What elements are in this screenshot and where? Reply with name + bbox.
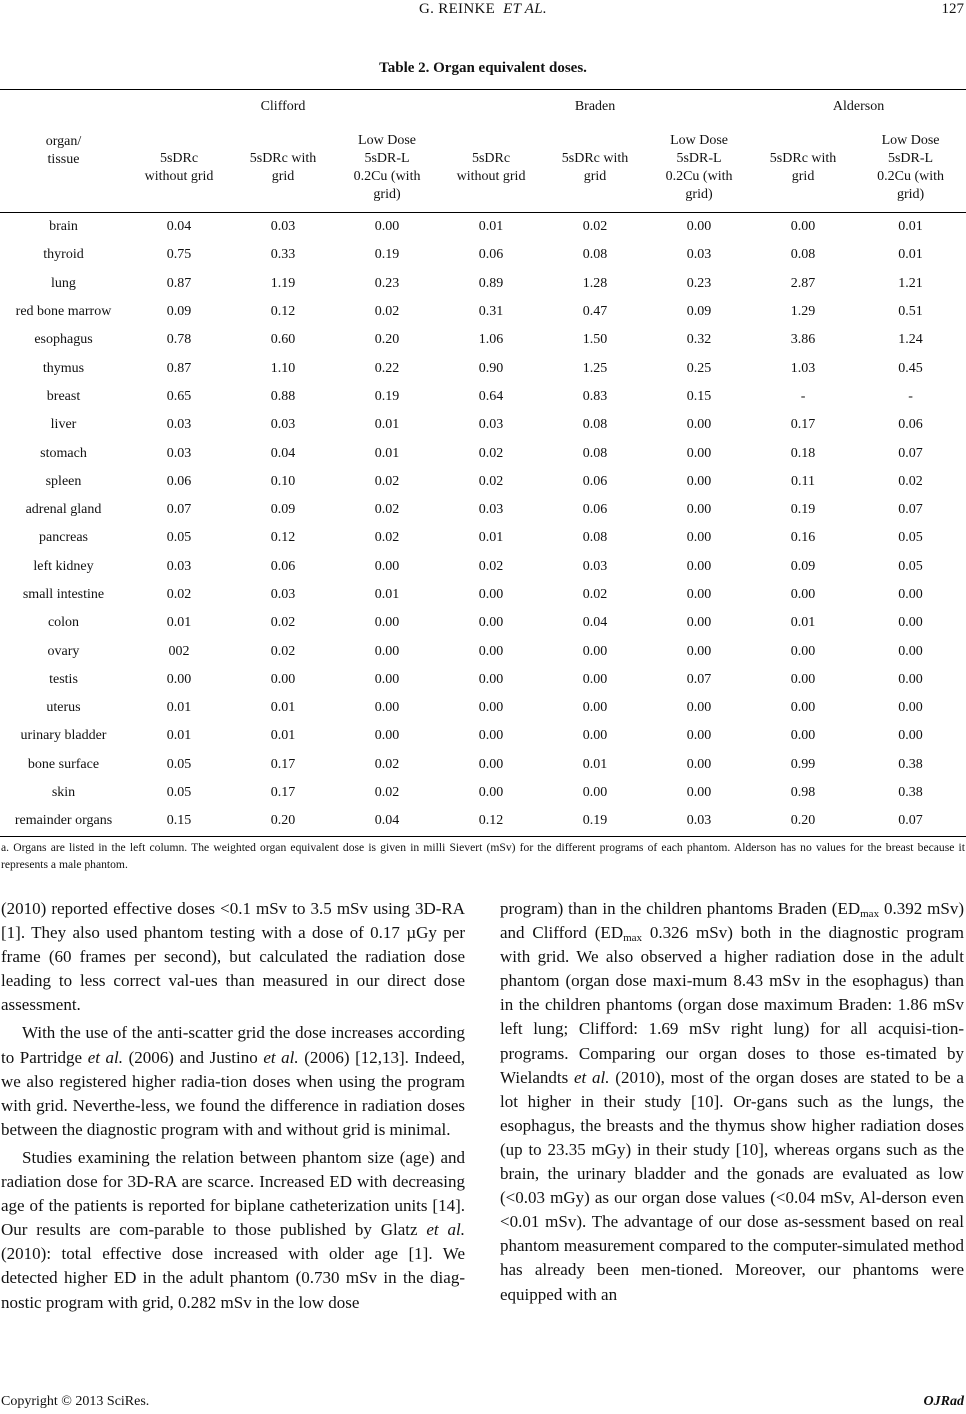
dose-value-cell: 0.05	[166, 785, 192, 801]
dose-value-cell: 0.00	[374, 700, 400, 716]
dose-value-cell: 0.00	[478, 728, 504, 744]
dose-value-cell: 0.00	[898, 728, 923, 744]
dose-value-cell: 1.21	[898, 275, 923, 291]
table-caption: Table 2. Organ equivalent doses.	[379, 60, 587, 76]
dose-value-cell: 0.00	[582, 728, 608, 744]
dose-value-cell: 0.98	[790, 785, 816, 801]
dose-value-cell: 0.87	[166, 360, 192, 376]
table-row	[0, 553, 966, 581]
table-row	[0, 524, 966, 552]
dose-value-cell: 0.00	[478, 587, 504, 602]
table-row	[0, 298, 966, 326]
dose-value-cell: 0.01	[166, 728, 192, 744]
dose-value-cell: 0.06	[270, 558, 296, 574]
dose-value-cell: 0.01	[478, 530, 504, 546]
dose-value-cell: 0.06	[898, 417, 923, 433]
organ-name-cell: colon	[47, 615, 80, 631]
dose-value-cell: 0.89	[478, 275, 504, 291]
dose-value-cell: 0.02	[374, 473, 400, 489]
dose-value-cell: 0.19	[543, 807, 647, 836]
body-column-left	[1, 897, 465, 1315]
row-header-label: organ/ tissue	[45, 134, 82, 167]
organ-name-cell: ovary	[47, 643, 80, 659]
dose-value-cell: 0.03	[166, 445, 192, 461]
dose-value-cell: 0.01	[270, 728, 296, 744]
dose-value-cell: 0.06	[478, 247, 504, 263]
dose-value-cell: 0.23	[686, 275, 712, 291]
dose-value-cell: 0.00	[374, 643, 400, 659]
dose-value-cell: 0.04	[582, 615, 608, 631]
dose-value-cell: 0.02	[898, 473, 923, 489]
dose-value-cell: 0.09	[686, 304, 712, 320]
dose-value-cell: 0.17	[790, 417, 816, 433]
table-row	[0, 751, 966, 779]
column-header: Low Dose 5sDR-L 0.2Cu (with grid)	[335, 123, 439, 213]
dose-value-cell: 0.00	[686, 700, 712, 716]
dose-value-cell: 0.00	[686, 417, 712, 433]
dose-value-cell: 0.02	[374, 304, 400, 320]
dose-value-cell: 0.02	[582, 587, 608, 602]
dose-value-cell: 0.01	[898, 247, 923, 263]
dose-value-cell: 0.00	[686, 785, 712, 801]
paragraph-3: Studies examining the relation between phantom size (age) and radiation dose for 3D-RA are scarce. Increased ED with decreasing age of the patients is reported for biplane catheterization units [14]. Our results are com-parable to those published by Glatz et al. (2010): total effective dose increased with older age [1]. We detected higher ED in the adult phantom (0.730 mSv in the diag-nostic program with grid, 0.282 mSv in the low dose	[1, 1147, 465, 1312]
dose-value-cell: 0.75	[166, 247, 192, 263]
dose-value-cell: 0.08	[790, 247, 816, 263]
dose-value-cell: 002	[168, 643, 190, 659]
dose-value-cell: 0.19	[374, 388, 400, 404]
table-row	[0, 581, 966, 609]
dose-value-cell: 0.11	[791, 473, 816, 489]
dose-value-cell: 0.19	[374, 247, 400, 263]
dose-value-cell: 0.15	[686, 388, 712, 404]
dose-value-cell: 0.00	[582, 700, 608, 716]
dose-value-cell: 0.60	[270, 332, 296, 348]
dose-value-cell: 0.03	[582, 558, 608, 574]
column-header: Low Dose 5sDR-L 0.2Cu (with grid)	[647, 123, 751, 213]
dose-value-cell: 0.01	[374, 445, 400, 461]
dose-value-cell: 0.12	[439, 807, 543, 836]
dose-value-cell: 0.03	[686, 247, 712, 263]
dose-value-cell: 0.17	[270, 785, 296, 801]
dose-value-cell: 0.05	[898, 558, 923, 574]
running-title	[0, 1, 966, 18]
table-row	[0, 270, 966, 298]
journal-name: OJRad	[923, 1394, 964, 1409]
dose-value-cell: 0.83	[582, 388, 608, 404]
organ-name-cell: adrenal gland	[25, 502, 102, 518]
dose-value-cell: 1.24	[898, 332, 923, 348]
dose-value-cell: 1.19	[270, 275, 296, 291]
organ-name-cell: thymus	[42, 360, 85, 376]
organ-name-cell: bone surface	[27, 756, 100, 772]
dose-value-cell: 0.01	[374, 587, 400, 602]
dose-value-cell: 0.00	[790, 219, 816, 235]
organ-name-cell: urinary bladder	[20, 728, 107, 744]
dose-value-cell: 0.00	[898, 643, 923, 659]
page-footer	[0, 1394, 966, 1414]
dose-value-cell: 0.09	[790, 558, 816, 574]
paragraph-2: With the use of the anti-scatter grid the dose increases according to Partridge et al. (2006) and Justino et al. (2006) [12,13]. Indeed, we also registered higher radia-tion doses when using the program with grid. Neverthe-less, we found the difference in radiation doses between the diagnostic program with and without grid is minimal.	[1, 1023, 465, 1139]
dose-value-cell: 0.15	[127, 807, 231, 836]
dose-value-cell: 0.00	[790, 643, 816, 659]
dose-value-cell: 0.00	[374, 558, 400, 574]
dose-value-cell: 0.09	[166, 304, 192, 320]
column-header: 5sDRc without grid	[439, 123, 543, 213]
dose-value-cell: 0.01	[582, 756, 608, 772]
dose-value-cell: 0.00	[374, 671, 400, 687]
dose-value-cell: 0.02	[374, 502, 400, 518]
organ-dose-table	[0, 89, 966, 837]
dose-value-cell: -	[908, 388, 913, 404]
dose-value-cell: 0.00	[582, 643, 608, 659]
dose-value-cell: 0.01	[790, 615, 816, 631]
dose-value-cell: 0.51	[898, 304, 923, 320]
dose-value-cell: 0.03	[478, 502, 504, 518]
dose-value-cell: 0.02	[478, 558, 504, 574]
dose-value-cell: 0.00	[686, 502, 712, 518]
dose-value-cell: 0.31	[478, 304, 504, 320]
dose-value-cell: 0.01	[166, 700, 192, 716]
organ-name-cell: liver	[50, 417, 77, 433]
dose-value-cell: 1.25	[582, 360, 608, 376]
dose-value-cell: 0.01	[478, 219, 504, 235]
organ-name-cell: thyroid	[43, 247, 84, 263]
column-header: 5sDRc with grid	[231, 123, 335, 213]
table-row	[0, 439, 966, 467]
dose-value-cell: 1.28	[582, 275, 608, 291]
table-row	[0, 694, 966, 722]
dose-value-cell: 0.47	[582, 304, 608, 320]
dose-value-cell: 0.00	[686, 615, 712, 631]
dose-value-cell: 0.23	[374, 275, 400, 291]
dose-value-cell: 0.02	[478, 473, 504, 489]
dose-value-cell: 0.32	[686, 332, 712, 348]
dose-value-cell: 0.03	[478, 417, 504, 433]
table-row	[0, 779, 966, 807]
organ-name-cell: uterus	[46, 700, 81, 716]
dose-value-cell: 2.87	[790, 275, 816, 291]
dose-value-cell: 0.08	[582, 530, 608, 546]
dose-value-cell: 0.07	[686, 671, 712, 687]
dose-value-cell: 0.02	[374, 785, 400, 801]
dose-value-cell: 0.87	[166, 275, 192, 291]
copyright-notice: Copyright © 2013 SciRes.	[1, 1394, 150, 1409]
dose-value-cell: 0.03	[270, 417, 296, 433]
dose-value-cell: 0.00	[478, 700, 504, 716]
dose-value-cell: 1.10	[270, 360, 296, 376]
table-row	[0, 609, 966, 637]
dose-value-cell: 1.29	[790, 304, 816, 320]
dose-value-cell: 0.04	[166, 219, 192, 235]
dose-value-cell: 0.08	[582, 417, 608, 433]
dose-value-cell: 0.06	[582, 502, 608, 518]
organ-name-cell: brain	[49, 219, 78, 235]
group-header-braden: Braden	[439, 90, 751, 124]
dose-value-cell: 0.00	[686, 473, 712, 489]
dose-value-cell: 0.45	[898, 360, 923, 376]
dose-value-cell: 1.50	[582, 332, 608, 348]
dose-value-cell: 0.00	[374, 219, 400, 235]
dose-value-cell: 0.00	[898, 615, 923, 631]
dose-value-cell: 0.08	[582, 445, 608, 461]
dose-value-cell: 0.65	[166, 388, 192, 404]
dose-value-cell: 0.03	[270, 219, 296, 235]
paragraph-1: (2010) reported effective doses <0.1 mSv to 3.5 mSv using 3D-RA [1]. They also used phantom testing with a dose of 0.17 µGy per frame (60 frames per second), but calculated the radiation dose leading to less correct val-ues than measured in our direct dose assessment.	[1, 899, 465, 1015]
table-row	[0, 468, 966, 496]
table-row	[0, 326, 966, 354]
dose-value-cell: 0.06	[166, 473, 192, 489]
dose-value-cell: 0.02	[270, 615, 296, 631]
dose-value-cell: 0.00	[582, 671, 608, 687]
dose-value-cell: 0.18	[790, 445, 816, 461]
table-row	[0, 213, 966, 242]
header-authors: G. REINKE	[419, 1, 496, 17]
dose-value-cell: 0.16	[790, 530, 816, 546]
dose-value-cell: 0.02	[374, 756, 400, 772]
dose-value-cell: 0.00	[478, 756, 504, 772]
dose-value-cell: 0.88	[270, 388, 296, 404]
header-et-al: ET AL.	[503, 1, 547, 17]
dose-value-cell: 0.90	[478, 360, 504, 376]
dose-value-cell: 0.00	[790, 671, 816, 687]
paragraph-4: program) than in the children phantoms Braden ($ED_{max}$ 0.392 mSv) and Clifford ($ED_{max}$ 0.326 mSv) both in the diagnostic program with grid. We also observed a higher radiation dose in the adult phantom (organ dose maxi-mum 8.43 mSv in the esophagus) than in the children phantoms (organ dose maximum Braden: 1.86 mSv left lung; Clifford: 1.69 mSv right lung) for all acquisi-tion-programs. Comparing our organ doses to those es-timated by Wielandts et al. (2010), most of the organ doses are stated to be a lot higher in their study [10]. Or-gans such as the lungs, the esophagus, the breasts and the thymus show higher radiation doses (up to 23.35 mGy) in their study [10], whereas organs such as the brain, the urinary bladder and the gonads are evaluated as low (<0.03 mGy) as our organ dose values (<0.04 mSv, Al-derson even <0.01 mSv). The advantage of our dose as-sessment based on real phantom measurement compared to the computer-simulated method has already been men-tioned. Moreover, our phantoms were equipped with an	[500, 899, 964, 1304]
dose-value-cell: 0.25	[686, 360, 712, 376]
dose-value-cell: 0.20	[231, 807, 335, 836]
dose-value-cell: 0.00	[686, 445, 712, 461]
dose-value-cell: 0.08	[582, 247, 608, 263]
group-header-alderson: Alderson	[751, 90, 966, 124]
dose-value-cell: 0.01	[270, 700, 296, 716]
dose-value-cell: 0.00	[898, 671, 923, 687]
organ-name-cell: esophagus	[34, 332, 93, 348]
dose-value-cell: 0.78	[166, 332, 192, 348]
dose-value-cell: 0.00	[166, 671, 192, 687]
dose-value-cell: 0.38	[898, 756, 923, 772]
dose-value-cell: 0.12	[270, 530, 296, 546]
organ-name-cell: lung	[51, 275, 76, 291]
dose-value-cell: 0.00	[790, 728, 816, 744]
dose-value-cell: 0.00	[790, 587, 816, 602]
table-row	[0, 666, 966, 694]
dose-value-cell: 3.86	[790, 332, 816, 348]
dose-value-cell: 0.09	[270, 502, 296, 518]
dose-value-cell: 0.07	[166, 502, 192, 518]
dose-value-cell: 0.00	[374, 615, 400, 631]
dose-value-cell: 0.04	[270, 445, 296, 461]
dose-value-cell: 0.00	[686, 558, 712, 574]
dose-value-cell: 0.22	[374, 360, 400, 376]
dose-value-cell: 0.64	[478, 388, 504, 404]
dose-value-cell: 0.00	[686, 728, 712, 744]
dose-value-cell: 0.07	[898, 502, 923, 518]
dose-value-cell: 0.06	[582, 473, 608, 489]
organ-name-cell: spleen	[45, 473, 82, 489]
dose-value-cell: 1.06	[478, 332, 504, 348]
dose-value-cell: 0.02	[270, 643, 296, 659]
dose-value-cell: -	[800, 388, 806, 404]
organ-name-cell: left kidney	[33, 558, 94, 574]
dose-value-cell: 0.10	[270, 473, 296, 489]
dose-value-cell: 0.00	[478, 643, 504, 659]
column-header: 5sDRc without grid	[127, 123, 231, 213]
table-row	[0, 241, 966, 269]
dose-value-cell: 0.99	[790, 756, 816, 772]
organ-name-cell: stomach	[40, 445, 87, 461]
dose-value-cell: 0.07	[855, 807, 966, 836]
dose-value-cell: 0.00	[686, 643, 712, 659]
dose-value-cell: 0.07	[898, 445, 923, 461]
dose-value-cell: 0.17	[270, 756, 296, 772]
running-header	[0, 0, 966, 22]
table-row	[0, 383, 966, 411]
dose-value-cell: 0.02	[374, 530, 400, 546]
table-footnote: a. Organs are listed in the left column. The weighted organ equivalent dose is given in milli Sievert (mSv) for the different programs of each phantom. Alderson has no values for the breast because it represents a male phantom.	[1, 841, 965, 871]
dose-value-cell: 0.02	[478, 445, 504, 461]
dose-value-cell: 0.00	[898, 587, 923, 602]
dose-value-cell: 0.12	[270, 304, 296, 320]
body-column-right	[500, 897, 964, 1307]
dose-value-cell: 0.00	[898, 700, 923, 716]
dose-value-cell: 0.03	[166, 417, 192, 433]
organ-name-cell: testis	[49, 671, 78, 687]
dose-value-cell: 0.05	[166, 530, 192, 546]
table-row	[0, 807, 966, 836]
column-header: 5sDRc with grid	[543, 123, 647, 213]
table-row	[0, 496, 966, 524]
group-header-clifford: Clifford	[127, 90, 439, 124]
dose-value-cell: 0.20	[751, 807, 855, 836]
page-number: 127	[941, 1, 964, 17]
dose-value-cell: 0.38	[898, 785, 923, 801]
organ-name-cell: skin	[51, 785, 76, 801]
row-header	[0, 90, 127, 213]
dose-value-cell: 0.01	[166, 615, 192, 631]
dose-value-cell: 0.04	[335, 807, 439, 836]
dose-value-cell: 0.00	[478, 671, 504, 687]
dose-value-cell: 0.00	[686, 756, 712, 772]
table-row	[0, 722, 966, 750]
dose-value-cell: 0.03	[647, 807, 751, 836]
dose-value-cell: 0.20	[374, 332, 400, 348]
dose-value-cell: 0.01	[898, 219, 923, 235]
dose-value-cell: 0.05	[166, 756, 192, 772]
dose-value-cell: 0.02	[166, 587, 192, 602]
dose-value-cell: 0.00	[790, 700, 816, 716]
dose-value-cell: 0.03	[270, 587, 296, 602]
dose-value-cell: 0.03	[166, 558, 192, 574]
dose-value-cell: 0.00	[686, 530, 712, 546]
dose-value-cell: 0.00	[374, 728, 400, 744]
dose-value-cell: 0.00	[686, 219, 712, 235]
organ-name-cell: remainder organs	[0, 807, 127, 836]
dose-value-cell: 0.19	[790, 502, 816, 518]
organ-name-cell: small intestine	[22, 587, 105, 602]
table-row	[0, 637, 966, 665]
organ-name-cell: breast	[46, 388, 81, 404]
dose-value-cell: 0.00	[270, 671, 296, 687]
dose-value-cell: 0.00	[478, 615, 504, 631]
dose-value-cell: 0.01	[374, 417, 400, 433]
organ-name-cell: red bone marrow	[15, 304, 112, 320]
dose-value-cell: 1.03	[790, 360, 816, 376]
dose-value-cell: 0.02	[582, 219, 608, 235]
dose-value-cell: 0.33	[270, 247, 296, 263]
table-row	[0, 411, 966, 439]
dose-value-cell: 0.00	[478, 785, 504, 801]
organ-name-cell: pancreas	[39, 530, 88, 546]
dose-value-cell: 0.00	[686, 587, 712, 602]
column-header: Low Dose 5sDR-L 0.2Cu (with grid)	[855, 123, 966, 213]
table-row	[0, 354, 966, 382]
dose-value-cell: 0.05	[898, 530, 923, 546]
column-header: 5sDRc with grid	[751, 123, 855, 213]
dose-value-cell: 0.00	[582, 785, 608, 801]
